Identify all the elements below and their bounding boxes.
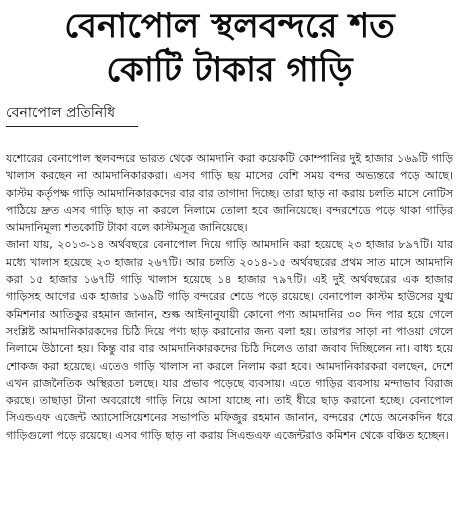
byline-underline xyxy=(6,126,138,127)
article-paragraph-1: যশোরের বেনাপোল স্থলবন্দরে ভারত থেকে আমদানি করা কয়েকটি কোম্পানির দুই হাজার ১৬৯টি গাড়ি খালাস করছেন না আমদানিকারকরা। এসব গাড়ি ছয় মাসের বেশি সময় বন্দর অভ্যন্তরে পড়ে আছে। কাস্টম কর্তৃপক্ষ গাড়ি আমদানিকারকদের বার বার তাগাদা দিচ্ছে। তারা ছাড় না করায় চলতি মাসে নোটিস পাঠিয়ে দ্রুত এসব গাড়ি ছাড় না করলে নিলামে তোলা হবে জানিয়েছে। বন্দরশেডে পড়ে থাকা গাড়ির আমদানিমূল্য শতকোটি টাকা বলে কাস্টমসূত্র জানিয়েছে। xyxy=(6,152,453,235)
headline-line-1: বেনাপোল স্থলবন্দরে শত xyxy=(64,6,395,46)
headline xyxy=(0,0,459,92)
article-body xyxy=(6,150,453,444)
byline-block xyxy=(6,104,246,127)
article-paragraph-2: জানা যায়, ২০১৩-১৪ অর্থবছরে বেনাপোল দিয়ে গাড়ি আমদানি করা হয়েছে ২৩ হাজার ৮৯৭টি। যার মধ্যে খালাস হয়েছে ২৩ হাজার ২৬৭টি। আর চলতি ২০১৪-১৫ অর্থবছরের প্রথম সাত মাসে আমদানি করা ১৫ হাজার ১৬৭টি গাড়ি খালাস হয়েছে ১৪ হাজার ৭৯৭টি। এই দুই অর্থবছরের এক হাজার গাড়িসহ আগের এক হাজার ১৬৯টি গাড়ি বন্দরের শেডে পড়ে রয়েছে। বেনাপোল কাস্টম হাউসের যুগ্ম কমিশনার আতিকুর রহমান জানান, শুল্ক আইনানুযায়ী কোনো পণ্য আমদানির ৩০ দিন পার হয়ে গেলে সংশ্লিষ্ট আমদানিকারকদের চিঠি দিয়ে পণ্য ছাড় করানোর জন্য বলা হয়। তারপর সাড়া না পাওয়া গেলে নিলামে উঠানো হয়। কিন্তু বার বার আমদানিকারকদের চিঠি দিলেও তারা জবাব দিচ্ছিলেন না। বাধ্য হয়ে শোকজ করা হয়েছে। এতেও গাড়ি খালাস না করলে নিলাম করা হবে। আমদানিকারকরা বলছেন, দেশে এখন রাজনৈতিক অস্থিরতা চলছে। যার প্রভাব পড়েছে ব্যবসায়। এতে গাড়ির ব্যবসায় মন্দাভাব বিরাজ করছে। তাছাড়া টানা অবরোধে গাড়ি নিয়ে আসা যাচ্ছে না। তাই ধীরে ছাড় করানো হচ্ছে। বেনাপোল সিএন্ডএফ এজেন্ট অ্যাসোসিয়েশনের সভাপতি মফিজুর রহমান জানান, বন্দরের শেডে অনেকদিন ধরে গাড়িগুলো পড়ে রয়েছে। এসব গাড়ি ছাড় না করায় সিএন্ডএফ এজেন্টরাও কমিশন থেকে বঞ্চিত হচ্ছেন। xyxy=(6,238,453,442)
headline-line-2: কোটি টাকার গাড়ি xyxy=(106,50,353,90)
byline: বেনাপোল প্রতিনিধি xyxy=(6,105,116,121)
